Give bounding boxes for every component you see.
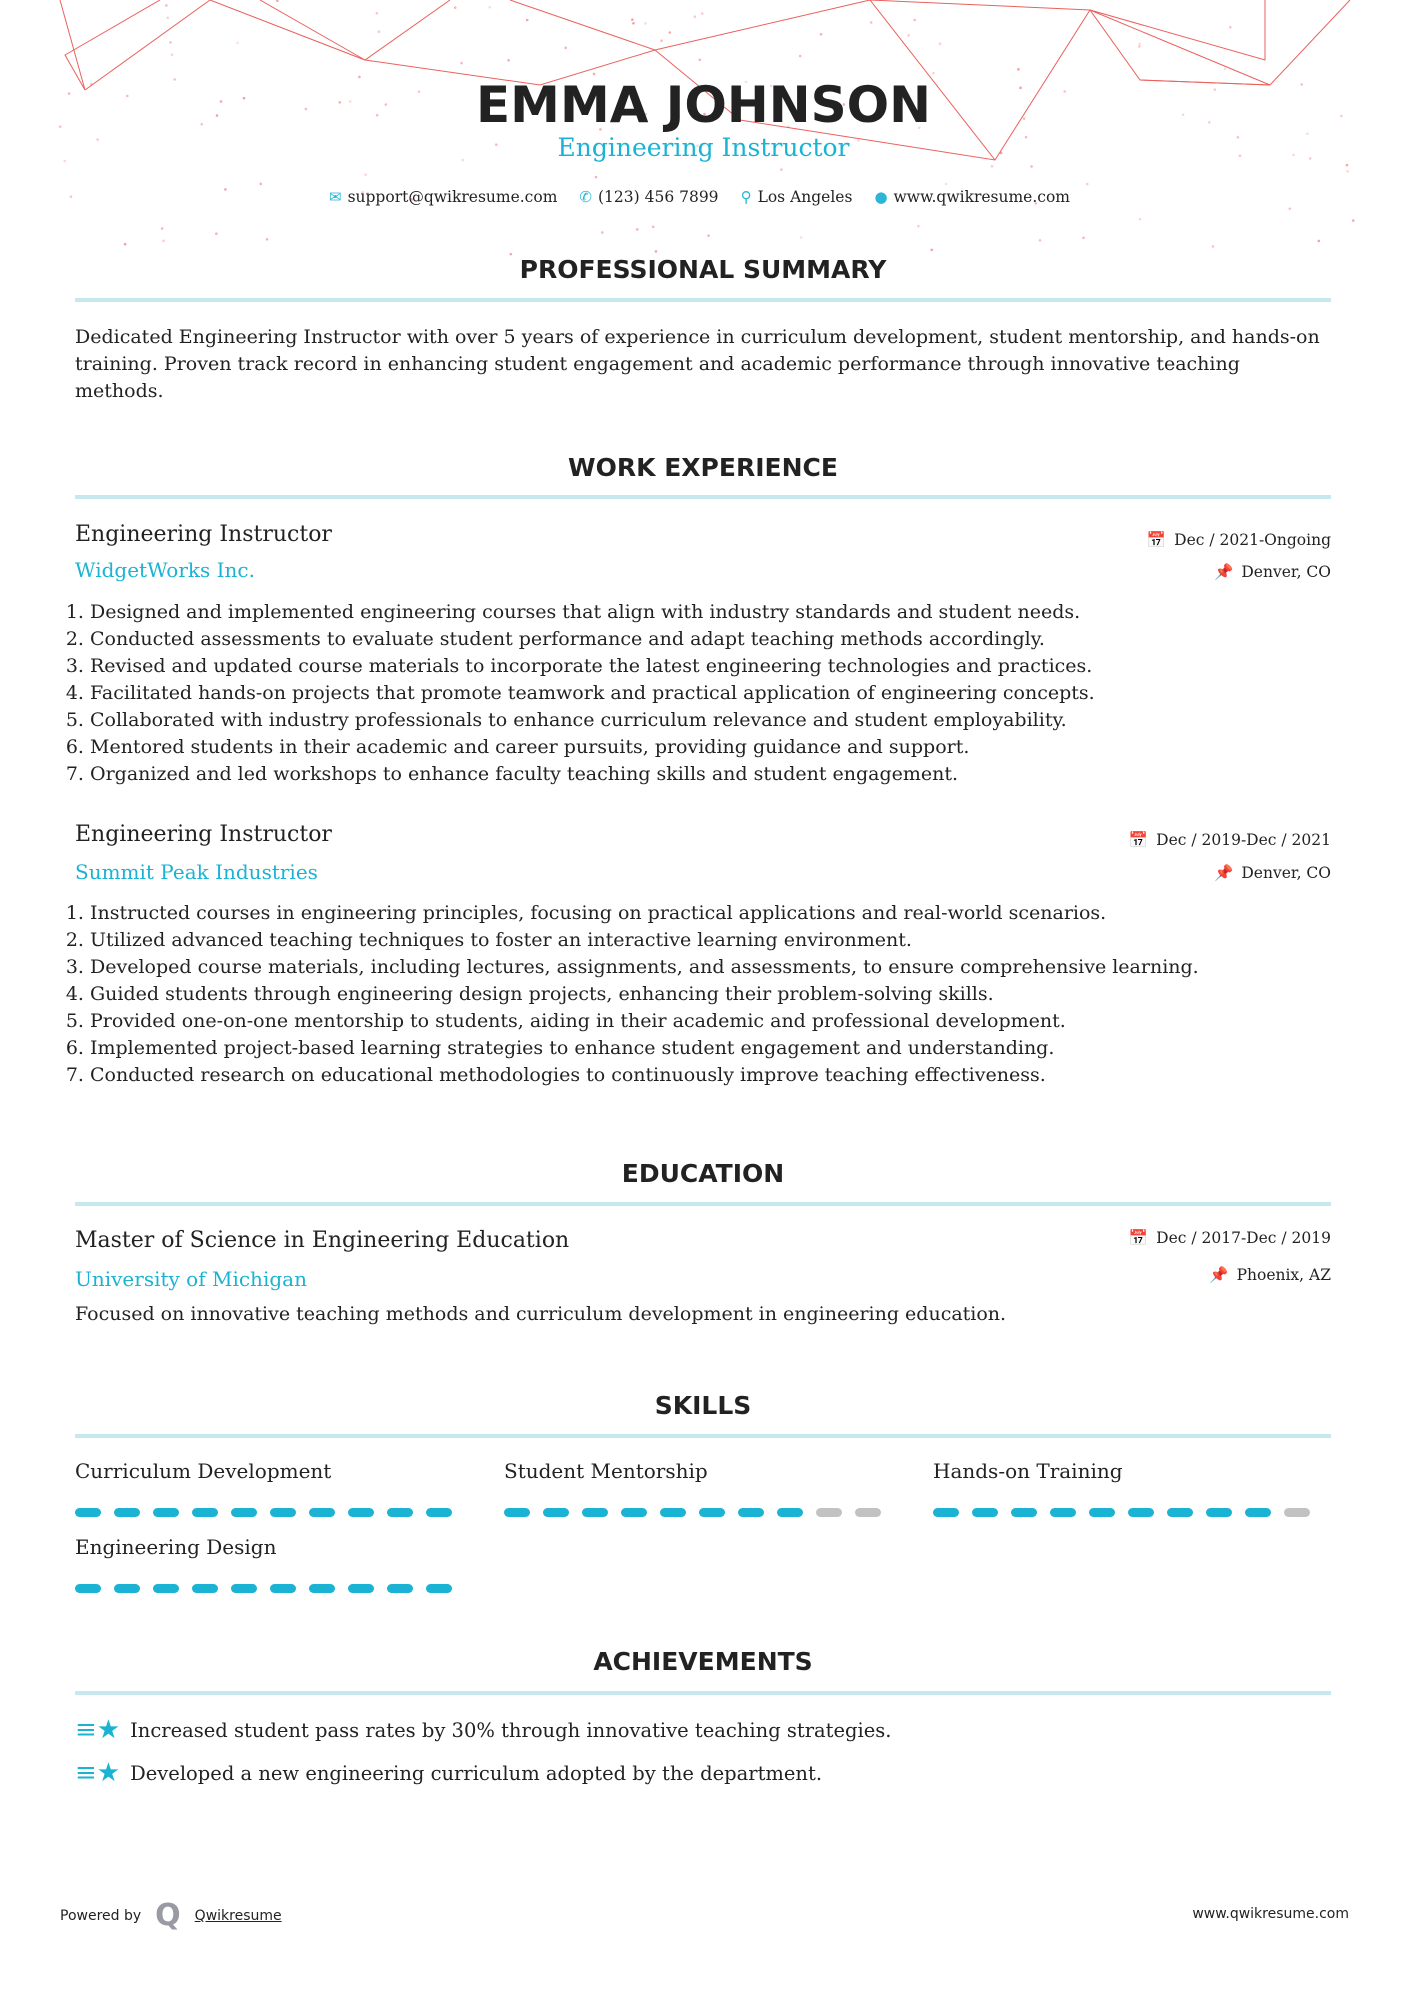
job-bullet: 3. Revised and updated course materials to incorporate the latest engineering technologies and practices. <box>90 653 1340 680</box>
job-company: Summit Peak Industries <box>75 860 318 884</box>
section-divider <box>75 495 1331 499</box>
skill-dot-filled <box>621 1508 647 1517</box>
skill-rating <box>75 1584 452 1593</box>
skill-dot-filled <box>543 1508 569 1517</box>
pushpin-icon: 📌 <box>1214 864 1234 882</box>
star-icon: ≡★ <box>75 1715 121 1745</box>
skill-rating <box>75 1508 452 1517</box>
candidate-name: EMMA JOHNSON <box>476 76 931 134</box>
calendar-icon: 📅 <box>1128 1229 1149 1247</box>
job-bullet: 2. Utilized advanced teaching techniques to foster an interactive learning environment. <box>90 927 1350 954</box>
achievement-item: ≡★ Increased student pass rates by 30% through innovative teaching strategies. <box>75 1715 892 1745</box>
skill-dot-filled <box>660 1508 686 1517</box>
pushpin-icon: 📌 <box>1214 563 1234 581</box>
brand-link[interactable]: Qwikresume <box>194 1908 282 1924</box>
section-title-skills: SKILLS <box>654 1391 752 1420</box>
skill-name: Curriculum Development <box>75 1459 332 1483</box>
skill-dot-filled <box>231 1584 257 1593</box>
skill-dot-filled <box>309 1584 335 1593</box>
section-title-education: EDUCATION <box>621 1159 785 1188</box>
job-location: 📌 Denver, CO <box>1214 563 1331 581</box>
skill-dot-filled <box>504 1508 530 1517</box>
section-divider <box>75 1691 1331 1695</box>
skill-dot-filled <box>387 1508 413 1517</box>
skill-dot-filled <box>1167 1508 1193 1517</box>
contact-website[interactable]: ● www.qwikresume.com <box>874 188 1070 206</box>
summary-text: Dedicated Engineering Instructor with over 5 years of experience in curriculum development, student mentorship, and hands-on training. Proven track record in enhancing student engagement and academic performance through innovative teaching methods. <box>75 326 1320 402</box>
job-bullet: 7. Conducted research on educational methodologies to continuously improve teaching effectiveness. <box>90 1062 1350 1089</box>
calendar-icon: 📅 <box>1146 531 1167 549</box>
skill-name: Hands-on Training <box>933 1459 1123 1483</box>
skill-dot-filled <box>426 1508 452 1517</box>
skill-dot-filled <box>114 1584 140 1593</box>
achievement-item: ≡★ Developed a new engineering curriculum adopted by the department. <box>75 1758 823 1788</box>
job-title: Engineering Instructor <box>75 822 332 847</box>
job-bullet: 5. Collaborated with industry professionals to enhance curriculum relevance and student employability. <box>90 707 1340 734</box>
section-divider <box>75 1202 1331 1206</box>
skill-dot-filled <box>699 1508 725 1517</box>
job-location: 📌 Denver, CO <box>1214 864 1331 882</box>
job-dates: 📅 Dec / 2019-Dec / 2021 <box>1128 831 1331 849</box>
contact-bar <box>0 188 1407 206</box>
skill-rating <box>933 1508 1310 1517</box>
skill-dot-filled <box>1128 1508 1154 1517</box>
job-company: WidgetWorks Inc. <box>75 558 255 582</box>
phone-icon: ✆ <box>579 188 592 206</box>
pushpin-icon: 📌 <box>1209 1266 1229 1284</box>
skill-dot-filled <box>1011 1508 1037 1517</box>
skill-dot-filled <box>231 1508 257 1517</box>
skill-dot-filled <box>153 1584 179 1593</box>
skill-dot-filled <box>75 1508 101 1517</box>
skill-dot-filled <box>387 1584 413 1593</box>
contact-phone: ✆ (123) 456 7899 <box>579 188 719 206</box>
job-bullet: 2. Conducted assessments to evaluate student performance and adapt teaching methods accordingly. <box>90 626 1340 653</box>
qwikresume-logo-icon: Q <box>155 1898 181 1933</box>
skill-dot-filled <box>972 1508 998 1517</box>
skill-dot-empty <box>816 1508 842 1517</box>
skill-dot-filled <box>348 1584 374 1593</box>
job-bullet: 4. Facilitated hands-on projects that promote teamwork and practical application of engineering concepts. <box>90 680 1340 707</box>
job-dates: 📅 Dec / 2021-Ongoing <box>1146 531 1331 549</box>
skill-name: Engineering Design <box>75 1535 277 1559</box>
skill-dot-filled <box>1089 1508 1115 1517</box>
footer-powered-by: Powered by Q Qwikresume <box>60 1898 282 1933</box>
skill-dot-filled <box>426 1584 452 1593</box>
skill-dot-filled <box>309 1508 335 1517</box>
skill-name: Student Mentorship <box>504 1459 708 1483</box>
candidate-role: Engineering Instructor <box>557 133 850 162</box>
skill-dot-filled <box>114 1508 140 1517</box>
skill-dot-filled <box>348 1508 374 1517</box>
education-description: Focused on innovative teaching methods and curriculum development in engineering education. <box>75 1303 1007 1325</box>
education-dates: 📅 Dec / 2017-Dec / 2019 <box>1128 1229 1331 1247</box>
skill-dot-empty <box>1284 1508 1310 1517</box>
skill-dot-filled <box>777 1508 803 1517</box>
skill-dot-filled <box>738 1508 764 1517</box>
skill-rating <box>504 1508 881 1517</box>
section-title-achievements: ACHIEVEMENTS <box>593 1647 813 1676</box>
job-bullets <box>72 599 1340 788</box>
star-icon: ≡★ <box>75 1758 121 1788</box>
education-location: 📌 Phoenix, AZ <box>1209 1266 1331 1284</box>
job-bullet: 6. Implemented project-based learning strategies to enhance student engagement and understanding. <box>90 1035 1350 1062</box>
section-title-experience: WORK EXPERIENCE <box>568 453 838 482</box>
skill-dot-filled <box>270 1584 296 1593</box>
contact-location: ⚲ Los Angeles <box>740 188 853 206</box>
job-bullet: 5. Provided one-on-one mentorship to students, aiding in their academic and professional development. <box>90 1008 1350 1035</box>
globe-icon: ● <box>874 188 888 206</box>
skill-dot-filled <box>1245 1508 1271 1517</box>
skill-dot-filled <box>1050 1508 1076 1517</box>
skill-dot-filled <box>1206 1508 1232 1517</box>
section-divider <box>75 1434 1331 1438</box>
skill-dot-filled <box>933 1508 959 1517</box>
envelope-icon: ✉ <box>329 188 342 206</box>
skill-dot-empty <box>855 1508 881 1517</box>
job-bullet: 7. Organized and led workshops to enhance faculty teaching skills and student engagement. <box>90 761 1340 788</box>
job-bullet: 4. Guided students through engineering design projects, enhancing their problem-solving skills. <box>90 981 1350 1008</box>
footer-website[interactable]: www.qwikresume.com <box>1192 1906 1349 1922</box>
skill-dot-filled <box>153 1508 179 1517</box>
section-title-summary: PROFESSIONAL SUMMARY <box>519 255 887 284</box>
job-bullets <box>72 900 1350 1089</box>
skill-dot-filled <box>192 1508 218 1517</box>
map-marker-icon: ⚲ <box>740 188 752 206</box>
skill-dot-filled <box>582 1508 608 1517</box>
calendar-icon: 📅 <box>1128 831 1149 849</box>
job-title: Engineering Instructor <box>75 522 332 547</box>
section-divider <box>75 298 1331 302</box>
contact-email[interactable]: ✉ support@qwikresume.com <box>329 188 558 206</box>
degree-title: Master of Science in Engineering Education <box>75 1228 570 1253</box>
skill-dot-filled <box>192 1584 218 1593</box>
job-bullet: 1. Designed and implemented engineering courses that align with industry standards and student needs. <box>90 599 1340 626</box>
job-bullet: 6. Mentored students in their academic and career pursuits, providing guidance and support. <box>90 734 1340 761</box>
job-bullet: 1. Instructed courses in engineering principles, focusing on practical applications and real-world scenarios. <box>90 900 1350 927</box>
skill-dot-filled <box>75 1584 101 1593</box>
job-bullet: 3. Developed course materials, including lectures, assignments, and assessments, to ensure comprehensive learning. <box>90 954 1350 981</box>
skill-dot-filled <box>270 1508 296 1517</box>
school-name: University of Michigan <box>75 1267 307 1291</box>
